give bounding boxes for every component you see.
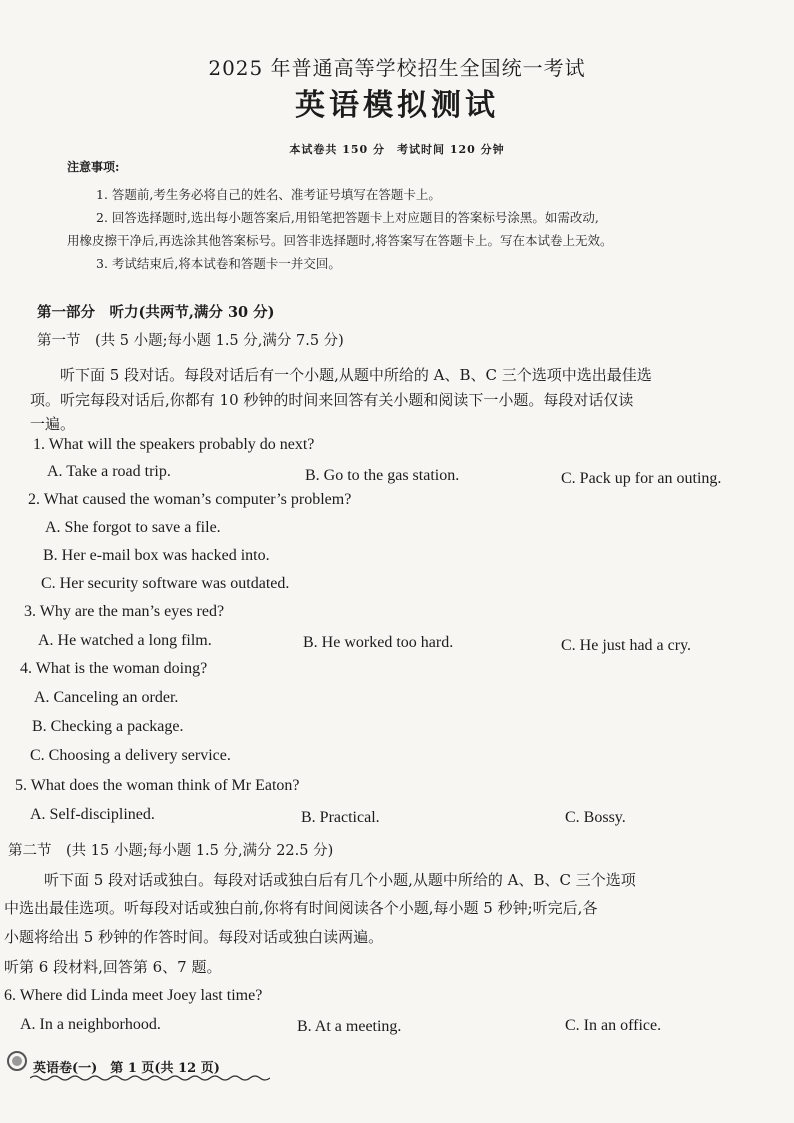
q2-option-c: C. Her security software was outdated. — [41, 575, 290, 592]
q1-option-a: A. Take a road trip. — [47, 463, 171, 480]
part1-heading: 第一部分 听力(共两节,满分 30 分) — [37, 304, 275, 321]
section1-instruction-3: 一遍。 — [30, 415, 76, 433]
note-line-1: 1. 答题前,考生务必将自己的姓名、准考证号填写在答题卡上。 — [96, 187, 441, 202]
q5-option-c: C. Bossy. — [565, 809, 626, 826]
page-corner-mark-icon — [6, 1050, 28, 1072]
section1-instruction-1: 听下面 5 段对话。每段对话后有一个小题,从题中所给的 A、B、C 三个选项中选出最佳选 — [60, 366, 652, 384]
q6-option-b: B. At a meeting. — [297, 1018, 402, 1035]
q4-option-c: C. Choosing a delivery service. — [30, 747, 231, 764]
section2-instruction-2: 中选出最佳选项。听每段对话或独白前,你将有时间阅读各个小题,每小题 5 秒钟;听完后,各 — [4, 899, 598, 917]
q2-option-b: B. Her e-mail box was hacked into. — [43, 547, 270, 564]
question-1: 1. What will the speakers probably do next? — [33, 436, 315, 453]
section2-heading: 第二节 (共 15 小题;每小题 1.5 分,满分 22.5 分) — [8, 843, 334, 859]
note-line-2a: 2. 回答选择题时,选出每小题答案后,用铅笔把答题卡上对应题目的答案标号涂黑。如需改动, — [96, 210, 599, 225]
note-line-3: 3. 考试结束后,将本试卷和答题卡一并交回。 — [96, 256, 341, 271]
q6-option-a: A. In a neighborhood. — [20, 1016, 161, 1033]
q3-option-c: C. He just had a cry. — [561, 637, 692, 654]
q2-option-a: A. She forgot to save a file. — [45, 519, 221, 536]
question-3: 3. Why are the man’s eyes red? — [24, 603, 225, 620]
page-footer: 英语卷(一) 第 1 页(共 12 页) — [33, 1061, 220, 1076]
q1-option-b: B. Go to the gas station. — [305, 467, 460, 484]
exam-meta: 本试卷共 150 分 考试时间 120 分钟 — [289, 143, 505, 156]
footer-wavy-line — [30, 1074, 270, 1082]
exam-title: 2025 年普通高等学校招生全国统一考试 — [208, 56, 586, 80]
q3-option-b: B. He worked too hard. — [303, 634, 454, 651]
q6-option-c: C. In an office. — [565, 1017, 662, 1034]
material-6-instruction: 听第 6 段材料,回答第 6、7 题。 — [4, 958, 222, 976]
section1-heading: 第一节 (共 5 小题;每小题 1.5 分,满分 7.5 分) — [37, 333, 344, 349]
q3-option-a: A. He watched a long film. — [38, 632, 212, 649]
section1-instruction-2: 项。听完每段对话后,你都有 10 秒钟的时间来回答有关小题和阅读下一小题。每段对话仅读 — [30, 391, 634, 409]
question-5: 5. What does the woman think of Mr Eaton? — [15, 777, 300, 794]
q5-option-a: A. Self-disciplined. — [30, 806, 155, 823]
q4-option-a: A. Canceling an order. — [34, 689, 179, 706]
section2-instruction-1: 听下面 5 段对话或独白。每段对话或独白后有几个小题,从题中所给的 A、B、C 三个选项 — [44, 871, 636, 889]
q5-option-b: B. Practical. — [301, 809, 380, 826]
q4-option-b: B. Checking a package. — [32, 718, 184, 735]
exam-subtitle: 英语模拟测试 — [295, 88, 499, 123]
q1-option-c: C. Pack up for an outing. — [561, 470, 722, 487]
question-4: 4. What is the woman doing? — [20, 660, 208, 677]
section2-instruction-3: 小题将给出 5 秒钟的作答时间。每段对话或独白读两遍。 — [4, 928, 384, 946]
question-2: 2. What caused the woman’s computer’s problem? — [28, 491, 352, 508]
notes-heading: 注意事项: — [67, 160, 120, 174]
note-line-2b: 用橡皮擦干净后,再选涂其他答案标号。回答非选择题时,将答案写在答题卡上。写在本试卷上无效。 — [67, 233, 613, 248]
question-6: 6. Where did Linda meet Joey last time? — [4, 987, 263, 1004]
